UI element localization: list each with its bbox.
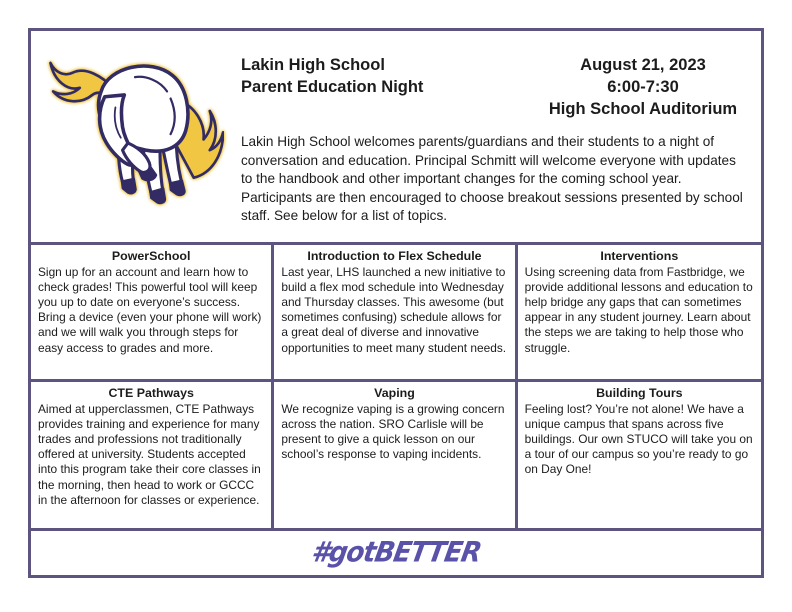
- session-card-flex-schedule: [274, 245, 517, 382]
- event-date: August 21, 2023: [580, 56, 706, 74]
- session-description: Using screening data from Fastbridge, we provide additional lessons and education to help bridge any gaps that can sometimes appear in any student journey. Learn about the steps we are taking to help those who struggle.: [524, 264, 753, 355]
- session-card-building-tours: [518, 382, 761, 528]
- session-card-powerschool: [31, 245, 274, 382]
- header-section: [31, 31, 761, 242]
- logo-panel: [31, 31, 239, 242]
- session-title: Vaping: [374, 386, 415, 400]
- event-name: Parent Education Night: [241, 77, 424, 96]
- session-card-cte-pathways: [31, 382, 274, 528]
- event-location: High School Auditorium: [548, 99, 738, 118]
- session-card-vaping: [274, 382, 517, 528]
- event-title-block: [241, 55, 533, 120]
- event-datetime-block: [533, 55, 753, 120]
- session-description: Feeling lost? You’re not alone! We have a unique campus that spans across five buildings. Our own STUCO will take you on a tour of our campus so you’re ready to go on Day One!: [524, 401, 753, 477]
- school-name: Lakin High School: [241, 56, 385, 74]
- intro-paragraph: Lakin High School welcomes parents/guardians and their students to a night of conversation and education. Principal Schmitt will welcome everyone with updates to the handbook and other important changes for the coming school year. Participants are then encouraged to choose breakout sessions presented by school staff. See below for a list of topics.: [241, 134, 743, 224]
- session-title: Introduction to Flex Schedule: [307, 249, 482, 263]
- session-description: Sign up for an account and learn how to check grades! This powerful tool will keep you up to date on everyone’s success. Bring a device (even your phone will work) and we will walk you through steps for easy access to grades and more.: [38, 264, 262, 355]
- flyer-page: [28, 28, 764, 578]
- session-description: Last year, LHS launched a new initiative to build a flex mod schedule into Wednesday and Thursday classes. This awesome (but sometimes confusing) schedule allows for a great deal of diverse and innovative opportunities to meet many student needs.: [281, 264, 507, 355]
- session-title: PowerSchool: [111, 249, 191, 263]
- session-title: Interventions: [600, 249, 679, 263]
- event-time: 6:00-7:30: [607, 77, 679, 96]
- header-content: [239, 31, 761, 242]
- session-title: CTE Pathways: [108, 386, 194, 400]
- sessions-grid: [31, 242, 761, 528]
- session-description: We recognize vaping is a growing concern across the nation. SRO Carlisle will be present to give a quick lesson on our school’s response to vaping incidents.: [281, 401, 505, 462]
- bucking-bronco-logo: [46, 45, 224, 217]
- session-card-interventions: [518, 245, 761, 382]
- footer-banner: [31, 528, 761, 575]
- session-title: Building Tours: [596, 386, 683, 400]
- session-description: Aimed at upperclassmen, CTE Pathways provides training and experience for many trades and professions not traditionally offered at university. Students accepted into this program take their core classes in the morning, then head to work or GCCC in the afternoon for classes or experience.: [38, 401, 261, 507]
- got-better-hashtag: #gotBETTER: [308, 536, 484, 570]
